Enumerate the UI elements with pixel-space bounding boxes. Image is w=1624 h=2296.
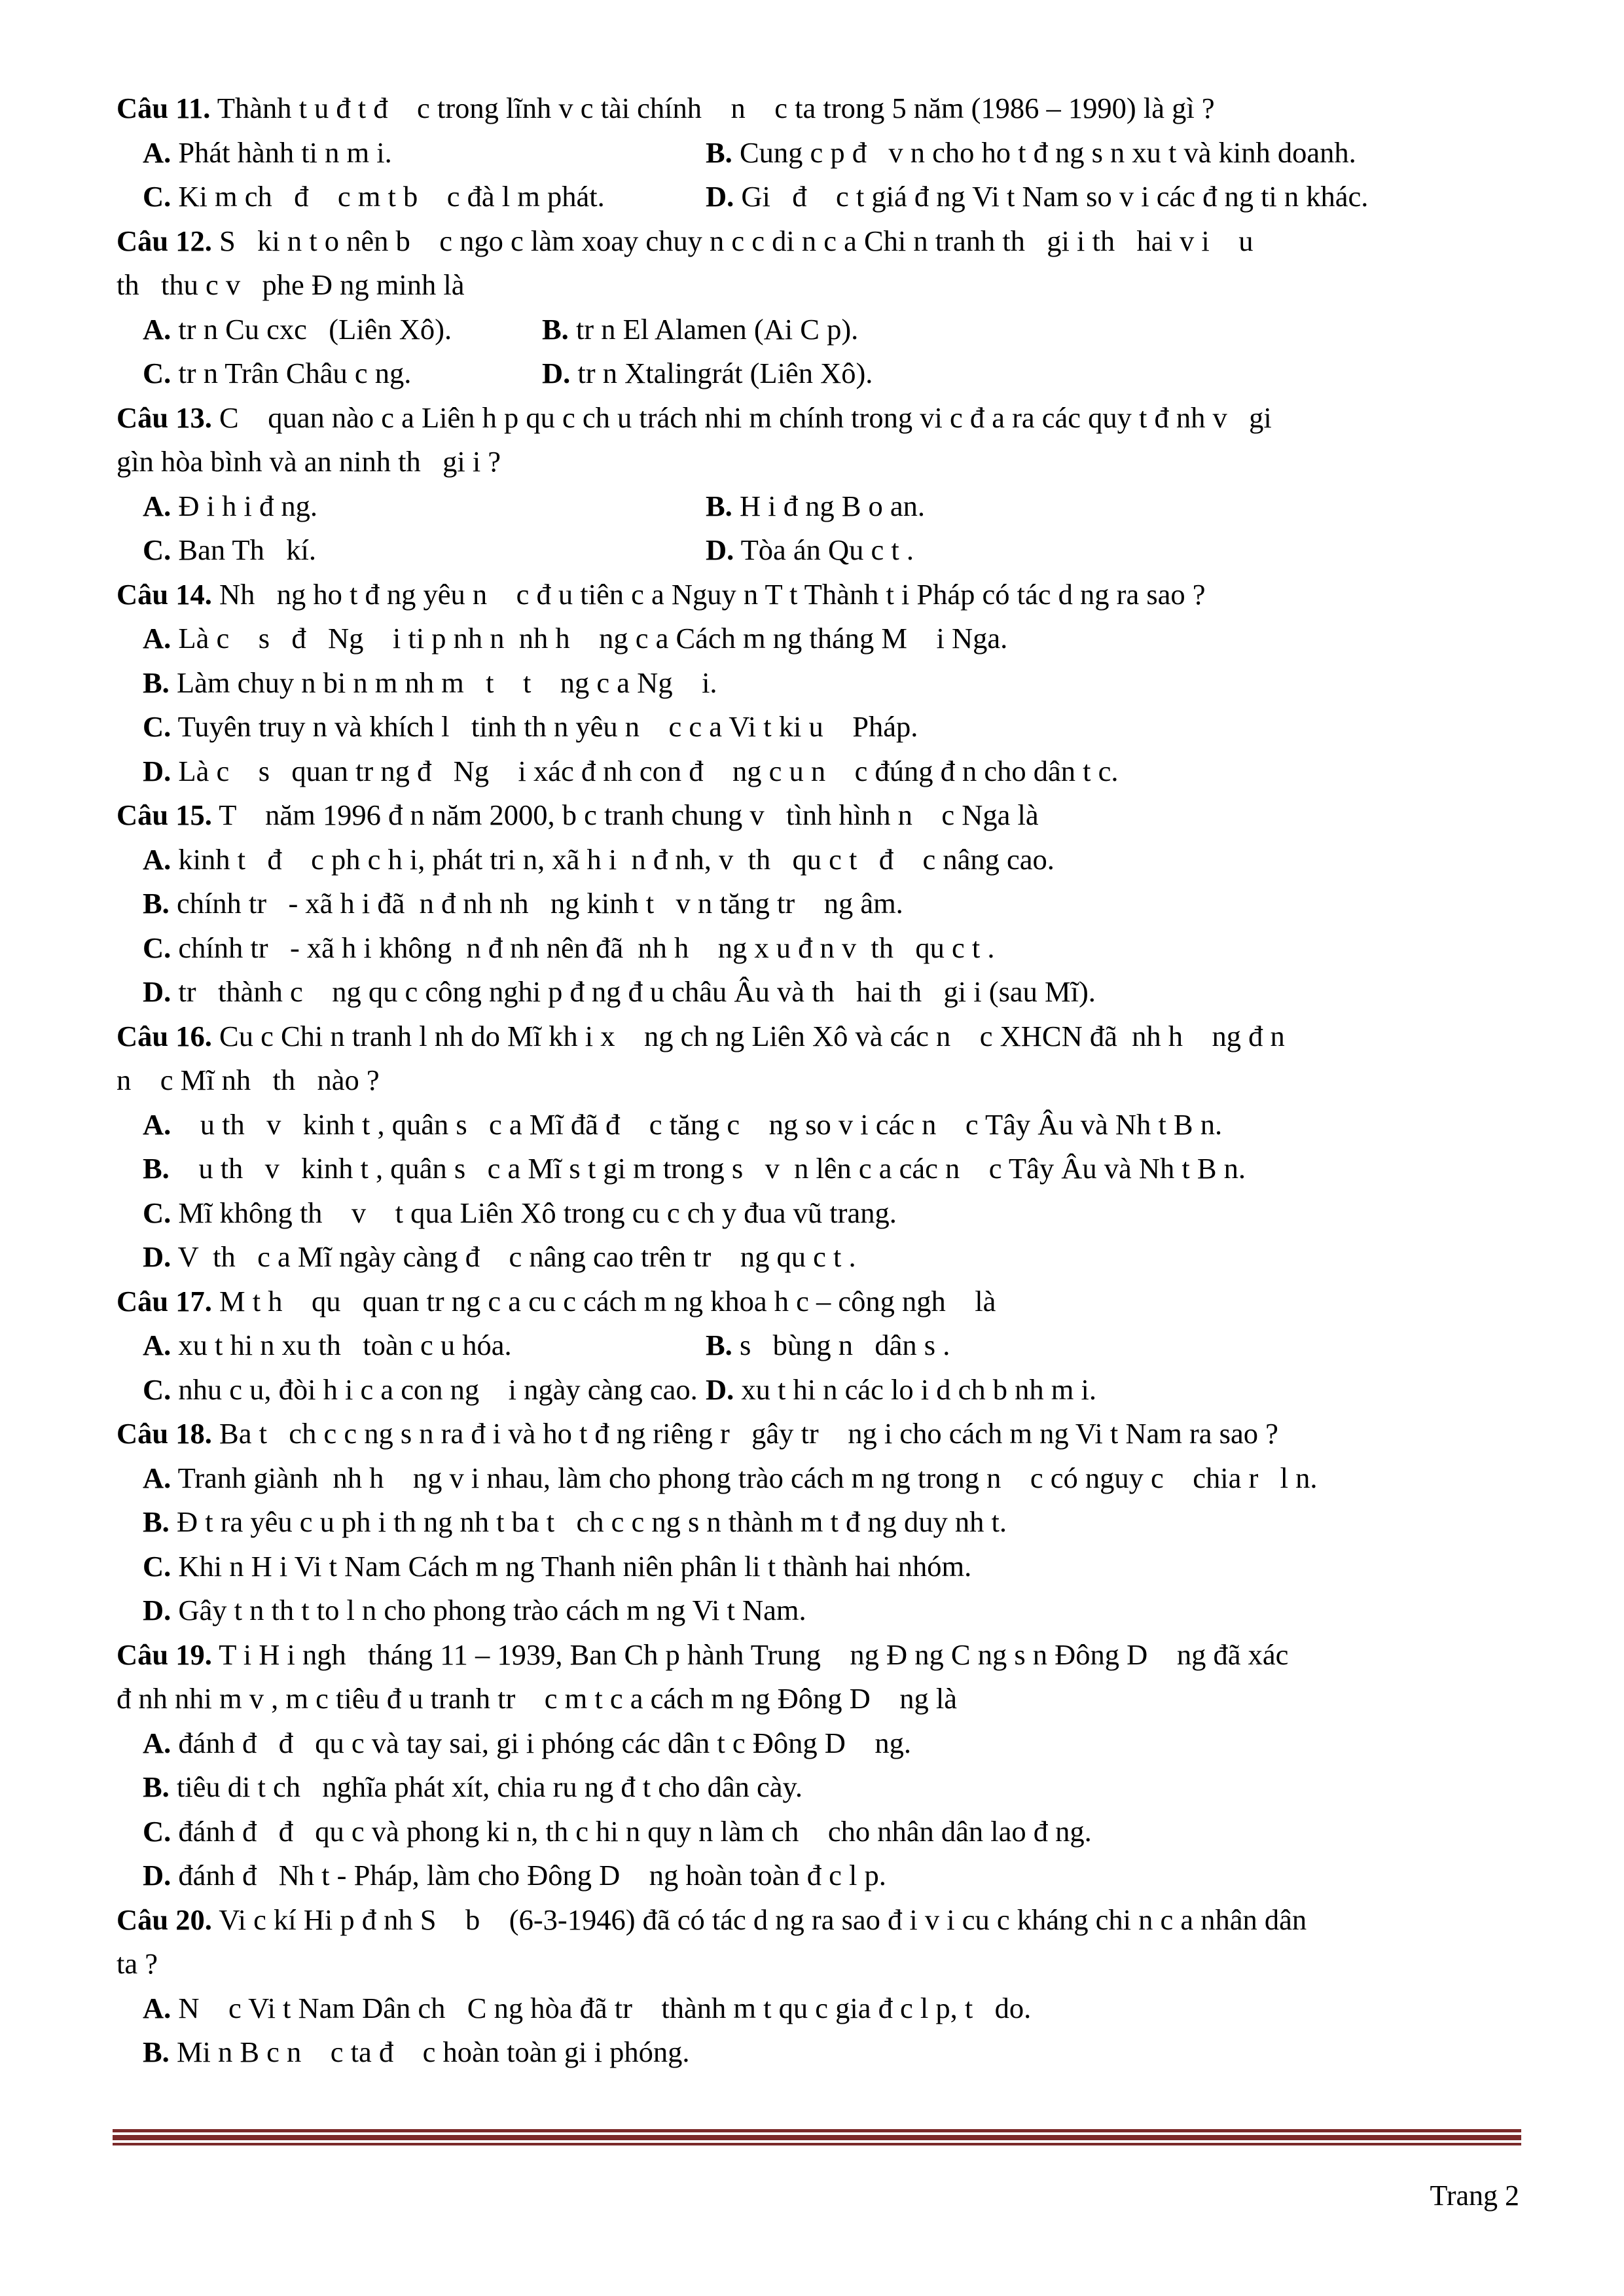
option-row xyxy=(117,175,1521,219)
answer-option xyxy=(143,1765,803,1810)
question-number: Câu 14. xyxy=(117,577,212,611)
option-text: đánh đ Nh t - Pháp, làm cho Đông D ng hoàn toàn đ c l p. xyxy=(171,1859,886,1892)
answer-option xyxy=(143,1456,1318,1501)
question-text-line xyxy=(117,396,1521,440)
answer-option xyxy=(143,351,411,396)
option-key: B. xyxy=(143,666,170,699)
option-key: A. xyxy=(143,842,171,876)
question-block xyxy=(117,1898,1521,2075)
answer-option xyxy=(143,1854,886,1898)
footer-rule xyxy=(113,2135,1521,2140)
option-key: A. xyxy=(143,1461,171,1494)
question-text-line xyxy=(117,440,1521,484)
answer-option xyxy=(143,749,1118,794)
option-list xyxy=(117,838,1521,1014)
option-text: đánh đ đ qu c và tay sai, gi i phóng các dân t c Đông D ng. xyxy=(171,1726,912,1759)
question-text: Cu c Chi n tranh l nh do Mĩ kh i x ng ch ng Liên Xô và các n c XHCN đã nh h ng đ n xyxy=(211,1019,1285,1052)
question-number: Câu 12. xyxy=(117,224,212,257)
question-number: Câu 16. xyxy=(117,1019,212,1052)
option-key: C. xyxy=(143,1814,171,1848)
question-text: th thu c v phe Đ ng minh là xyxy=(117,268,465,301)
option-text: Là c s quan tr ng đ Ng i xác đ nh con đ ng c u n c đúng đ n cho dân t c. xyxy=(171,754,1119,787)
option-key: C. xyxy=(143,357,171,389)
option-text: Khi n H i Vi t Nam Cách m ng Thanh niên phân li t thành hai nhóm. xyxy=(171,1549,972,1583)
question-text-line xyxy=(117,573,1521,617)
answer-option xyxy=(143,1986,1031,2031)
option-row xyxy=(117,1588,1521,1633)
option-key: D. xyxy=(706,533,734,566)
option-key: A. xyxy=(143,1107,171,1141)
option-text: tr thành c ng qu c công nghi p đ ng đ u châu Âu và th hai th gi i (sau Mĩ). xyxy=(171,975,1096,1008)
answer-option xyxy=(143,484,317,529)
option-list xyxy=(117,484,1521,573)
option-text: kinh t đ c ph c h i, phát tri n, xã h i n đ nh, v th qu c t đ c nâng cao. xyxy=(171,842,1055,876)
question-text: Thành t u đ t đ c trong lĩnh v c tài chính n c ta trong 5 năm (1986 – 1990) là gì ? xyxy=(210,92,1215,124)
answer-option xyxy=(706,1368,1096,1412)
question-text-line xyxy=(117,1058,1521,1103)
question-block xyxy=(117,396,1521,573)
option-list xyxy=(117,617,1521,793)
option-text: Gi đ c t giá đ ng Vi t Nam so v i các đ ng ti n khác. xyxy=(734,180,1369,213)
option-row xyxy=(117,131,1521,175)
option-row xyxy=(117,705,1521,749)
option-key: D. xyxy=(706,1372,734,1406)
option-text: N c Vi t Nam Dân ch C ng hòa đã tr thành m t qu c gia đ c l p, t do. xyxy=(171,1991,1032,2024)
question-text: ta ? xyxy=(117,1947,158,1980)
answer-option xyxy=(143,131,392,175)
question-number: Câu 19. xyxy=(117,1638,212,1671)
question-block xyxy=(117,219,1521,396)
option-row xyxy=(117,882,1521,926)
option-key: B. xyxy=(143,887,170,920)
question-text-line xyxy=(117,1942,1521,1986)
option-row xyxy=(117,351,1521,396)
question-text: T i H i ngh tháng 11 – 1939, Ban Ch p hành Trung ng Đ ng C ng s n Đông D ng đã xác xyxy=(211,1638,1289,1671)
option-key: A. xyxy=(143,312,171,346)
question-text-line xyxy=(117,263,1521,308)
option-text: u th v kinh t , quân s c a Mĩ s t gi m trong s v n lên c a các n c Tây Âu và Nh t B n. xyxy=(169,1152,1246,1185)
option-text: Làm chuy n bi n m nh m t t ng c a Ng i. xyxy=(169,666,717,699)
option-text: Đ t ra yêu c u ph i th ng nh t ba t ch c c ng s n thành m t đ ng duy nh t. xyxy=(169,1505,1007,1538)
option-text: Ban Th kí. xyxy=(171,533,316,566)
answer-option xyxy=(143,1323,512,1368)
option-text: H i đ ng B o an. xyxy=(732,489,925,522)
option-text: V th c a Mĩ ngày càng đ c nâng cao trên tr ng qu c t . xyxy=(171,1240,856,1273)
answer-option xyxy=(143,528,316,573)
option-text: tr n El Alamen (Ai C p). xyxy=(568,312,859,346)
footer-rule xyxy=(113,2129,1521,2132)
option-list xyxy=(117,131,1521,219)
answer-option xyxy=(143,1588,806,1633)
question-text: Ba t ch c c ng s n ra đ i và ho t đ ng riêng r gây tr ng i cho cách m ng Vi t Nam ra sao ? xyxy=(211,1417,1278,1450)
option-text: Tuyên truy n và khích l tinh th n yêu n c c a Vi t ki u Pháp. xyxy=(171,710,918,743)
answer-option xyxy=(143,1147,1246,1191)
option-list xyxy=(117,1456,1521,1633)
answer-option xyxy=(143,705,918,749)
option-key: D. xyxy=(143,975,171,1008)
option-key: C. xyxy=(143,1372,171,1406)
answer-option xyxy=(143,1721,911,1766)
option-text: chính tr - xã h i không n đ nh nên đã nh h ng x u đ n v th qu c t . xyxy=(171,931,995,964)
option-list xyxy=(117,1323,1521,1412)
answer-option xyxy=(143,617,1007,661)
option-key: A. xyxy=(143,1726,171,1759)
option-key: D. xyxy=(143,1594,171,1626)
answer-option xyxy=(706,484,925,529)
question-text: n c Mĩ nh th nào ? xyxy=(117,1064,380,1096)
question-block xyxy=(117,573,1521,794)
option-row xyxy=(117,1500,1521,1545)
option-key: A. xyxy=(143,622,171,655)
option-text: u th v kinh t , quân s c a Mĩ đã đ c tăng c ng so v i các n c Tây Âu và Nh t B n. xyxy=(171,1107,1223,1141)
option-row xyxy=(117,749,1521,794)
option-row xyxy=(117,1545,1521,1589)
option-text: tr n Xtalingrát (Liên Xô). xyxy=(570,357,873,389)
answer-option xyxy=(706,175,1368,219)
option-row xyxy=(117,2030,1521,2075)
question-block xyxy=(117,1280,1521,1412)
option-key: C. xyxy=(143,1549,171,1583)
option-row xyxy=(117,1810,1521,1854)
option-key: B. xyxy=(706,489,732,522)
option-text: Đ i h i đ ng. xyxy=(171,489,318,522)
option-text: tiêu di t ch nghĩa phát xít, chia ru ng đ t cho dân cày. xyxy=(169,1770,803,1803)
option-row xyxy=(117,1765,1521,1810)
question-text-line xyxy=(117,1280,1521,1324)
option-text: s bùng n dân s . xyxy=(732,1329,950,1361)
option-text: Tòa án Qu c t . xyxy=(734,533,914,566)
question-block xyxy=(117,1633,1521,1898)
answer-option xyxy=(143,661,717,706)
question-number: Câu 15. xyxy=(117,798,212,831)
option-row xyxy=(117,838,1521,882)
question-number: Câu 20. xyxy=(117,1903,212,1936)
answer-option xyxy=(143,1500,1007,1545)
option-text: tr n Cu cxc (Liên Xô). xyxy=(171,312,452,346)
option-key: C. xyxy=(143,710,171,743)
option-list xyxy=(117,308,1521,396)
option-text: Mĩ không th v t qua Liên Xô trong cu c ch y đua vũ trang. xyxy=(171,1196,897,1229)
option-key: B. xyxy=(542,312,569,346)
option-key: C. xyxy=(143,1196,171,1229)
option-list xyxy=(117,1986,1521,2075)
question-text: M t h qu quan tr ng c a cu c cách m ng khoa h c – công ngh là xyxy=(211,1284,996,1318)
answer-option xyxy=(706,131,1356,175)
question-text: T năm 1996 đ n năm 2000, b c tranh chung v tình hình n c Nga là xyxy=(211,798,1039,831)
option-row xyxy=(117,1456,1521,1501)
option-text: Ki m ch đ c m t b c đà l m phát. xyxy=(171,180,605,213)
question-text: Nh ng ho t đ ng yêu n c đ u tiên c a Nguy n T t Thành t i Pháp có tác d ng ra sao ? xyxy=(211,577,1206,611)
option-text: Gây t n th t to l n cho phong trào cách m ng Vi t Nam. xyxy=(171,1594,806,1626)
option-text: Là c s đ Ng i ti p nh n nh h ng c a Cách m ng tháng M i Nga. xyxy=(171,622,1008,655)
option-text: Mi n B c n c ta đ c hoàn toàn gi i phóng. xyxy=(169,2036,690,2068)
question-number: Câu 11. xyxy=(117,92,211,124)
option-list xyxy=(117,1103,1521,1280)
option-list xyxy=(117,1721,1521,1898)
question-text-line xyxy=(117,86,1521,131)
option-row xyxy=(117,528,1521,573)
option-row xyxy=(117,617,1521,661)
option-key: C. xyxy=(143,180,171,213)
option-key: A. xyxy=(143,489,171,522)
question-list xyxy=(117,86,1521,2075)
option-key: D. xyxy=(706,180,734,213)
option-row xyxy=(117,661,1521,706)
option-key: B. xyxy=(706,135,732,169)
answer-option xyxy=(143,1545,971,1589)
option-key: D. xyxy=(143,1859,171,1892)
option-row xyxy=(117,308,1521,352)
option-text: xu t hi n các lo i d ch b nh m i. xyxy=(734,1372,1096,1406)
question-block xyxy=(117,86,1521,219)
question-text-line xyxy=(117,1633,1521,1677)
question-text-line xyxy=(117,1412,1521,1456)
option-row xyxy=(117,970,1521,1014)
answer-option xyxy=(143,1191,897,1236)
answer-option xyxy=(143,882,903,926)
option-key: D. xyxy=(143,754,171,787)
option-key: B. xyxy=(143,2036,170,2068)
option-key: D. xyxy=(143,1240,171,1273)
option-row xyxy=(117,1854,1521,1898)
question-text: S ki n t o nên b c ngo c làm xoay chuy n c c di n c a Chi n tranh th gi i th hai v i u xyxy=(211,224,1254,257)
answer-option xyxy=(143,2030,690,2075)
option-text: Tranh giành nh h ng v i nhau, làm cho phong trào cách m ng trong n c có nguy c chia r l n. xyxy=(171,1461,1318,1494)
question-number: Câu 13. xyxy=(117,401,212,434)
answer-option xyxy=(542,308,858,352)
option-key: B. xyxy=(143,1770,170,1803)
option-key: B. xyxy=(143,1505,170,1538)
answer-option xyxy=(143,838,1055,882)
option-key: B. xyxy=(143,1152,170,1185)
question-text: C quan nào c a Liên h p qu c ch u trách nhi m chính trong vi c đ a ra các quy t đ nh v gi xyxy=(211,401,1272,434)
option-text: đánh đ đ qu c và phong ki n, th c hi n quy n làm ch cho nhân dân lao đ ng. xyxy=(171,1814,1092,1848)
option-row xyxy=(117,1721,1521,1766)
option-row xyxy=(117,1103,1521,1147)
option-text: Phát hành ti n m i. xyxy=(171,135,392,169)
page-number: Trang 2 xyxy=(1430,2179,1519,2212)
option-text: xu t hi n xu th toàn c u hóa. xyxy=(171,1329,512,1361)
answer-option xyxy=(143,926,994,971)
option-row xyxy=(117,1235,1521,1280)
option-key: A. xyxy=(143,135,171,169)
option-row xyxy=(117,1191,1521,1236)
answer-option xyxy=(143,1103,1222,1147)
option-row xyxy=(117,484,1521,529)
question-text-line xyxy=(117,793,1521,838)
option-text: nhu c u, đòi h i c a con ng i ngày càng cao. xyxy=(171,1372,698,1406)
option-row xyxy=(117,1986,1521,2031)
answer-option xyxy=(706,528,914,573)
answer-option xyxy=(143,1810,1092,1854)
answer-option xyxy=(143,175,605,219)
answer-option xyxy=(143,970,1096,1014)
option-row xyxy=(117,1323,1521,1368)
option-text: tr n Trân Châu c ng. xyxy=(171,357,412,389)
option-key: C. xyxy=(143,533,171,566)
question-text: gìn hòa bình và an ninh th gi i ? xyxy=(117,445,501,478)
option-key: A. xyxy=(143,1991,171,2024)
question-text-line xyxy=(117,1014,1521,1059)
question-text-line xyxy=(117,1677,1521,1721)
option-key: C. xyxy=(143,931,171,964)
question-block xyxy=(117,1412,1521,1633)
question-number: Câu 17. xyxy=(117,1284,212,1318)
question-text-line xyxy=(117,219,1521,264)
answer-option xyxy=(143,1235,856,1280)
question-block xyxy=(117,1014,1521,1280)
option-row xyxy=(117,1147,1521,1191)
option-row xyxy=(117,1368,1521,1412)
question-number: Câu 18. xyxy=(117,1417,212,1450)
question-text: đ nh nhi m v , m c tiêu đ u tranh tr c m t c a cách m ng Đông D ng là xyxy=(117,1682,958,1715)
option-key: A. xyxy=(143,1329,171,1361)
question-text: Vi c kí Hi p đ nh S b (6-3-1946) đã có tác d ng ra sao đ i v i cu c kháng chi n c a nhân dân xyxy=(211,1903,1307,1936)
option-text: Cung c p đ v n cho ho t đ ng s n xu t và kinh doanh. xyxy=(732,135,1356,169)
answer-option xyxy=(706,1323,950,1368)
option-key: D. xyxy=(542,357,571,389)
answer-option xyxy=(143,1368,698,1412)
answer-option xyxy=(542,351,873,396)
option-row xyxy=(117,926,1521,971)
footer-rule xyxy=(113,2143,1521,2145)
option-text: chính tr - xã h i đã n đ nh nh ng kinh t v n tăng tr ng âm. xyxy=(169,887,903,920)
question-block xyxy=(117,793,1521,1014)
question-text-line xyxy=(117,1898,1521,1943)
option-key: B. xyxy=(706,1329,732,1361)
answer-option xyxy=(143,308,452,352)
